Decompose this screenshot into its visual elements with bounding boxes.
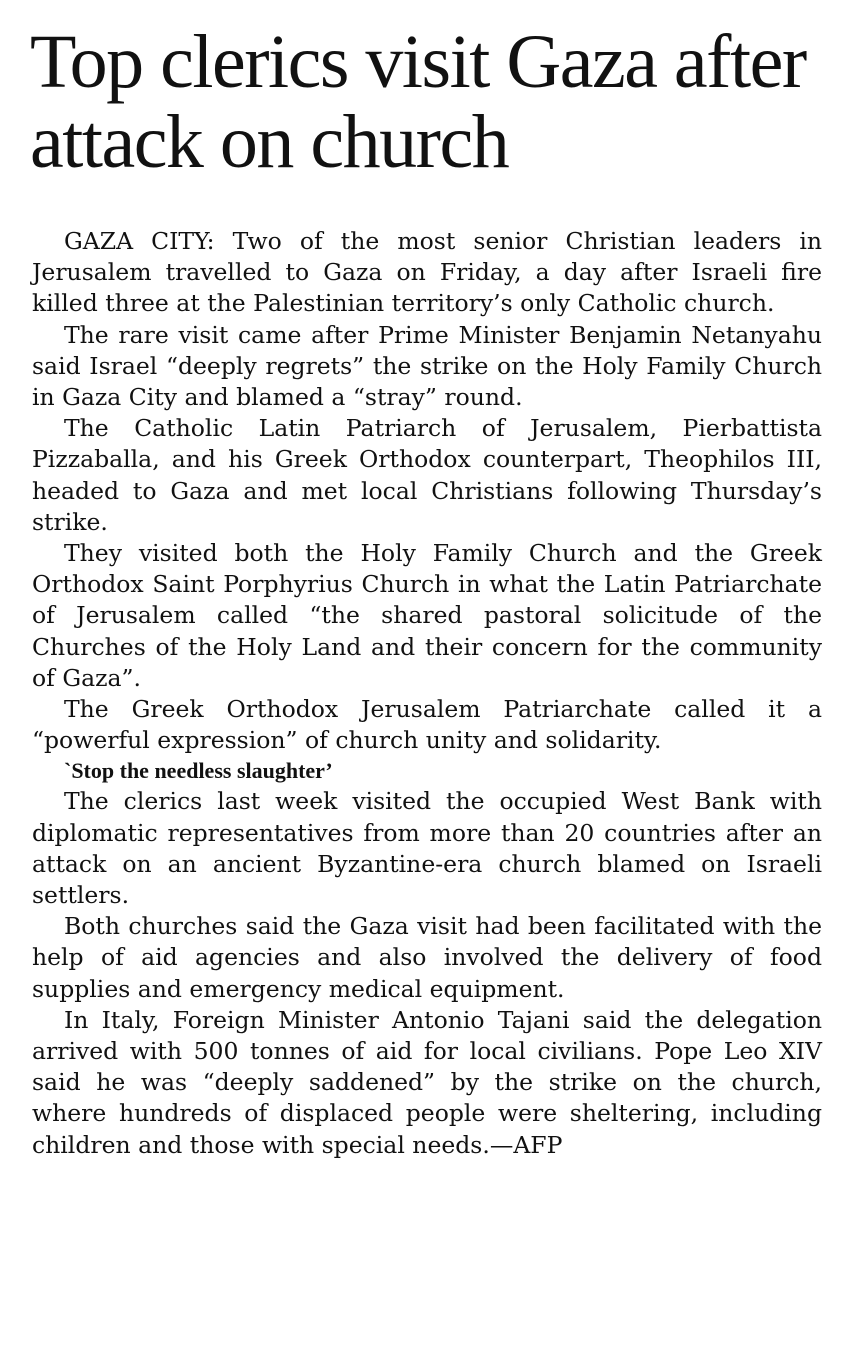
paragraph-1: GAZA CITY: Two of the most senior Christian leaders in Jerusalem travelled to Gaza on Friday, a day after Israeli fire killed three at the Palestinian territory’s only Catholic church. — [32, 227, 822, 318]
paragraph-3: The Catholic Latin Patriarch of Jerusalem, Pierbattista Pizzaballa, and his Greek Orthodox counterpart, Theophilos III, headed to Gaza and met local Christians following Thursday’s strike. — [32, 414, 822, 536]
article-body — [32, 226, 822, 1161]
article-headline: Top clerics visit Gaza after attack on church — [30, 20, 806, 184]
paragraph-5: The Greek Orthodox Jerusalem Patriarchate called it a “powerful expression” of church unity and solidarity. — [32, 695, 822, 755]
paragraph-8: In Italy, Foreign Minister Antonio Tajani said the delegation arrived with 500 tonnes of aid for local civilians. Pope Leo XIV said he was “deeply saddened” by the strike on the church, where hundreds of displaced people were sheltering, including children and those with special needs.—AFP — [32, 1005, 822, 1159]
paragraph-2: The rare visit came after Prime Minister Benjamin Netanyahu said Israel “deeply regrets” the strike on the Holy Family Church in Gaza City and blamed a “stray” round. — [32, 320, 822, 412]
section-subhead: `Stop the needless slaughter’ — [64, 758, 333, 784]
paragraph-4: They visited both the Holy Family Church and the Greek Orthodox Saint Porphyrius Church in what the Latin Patriarchate of Jerusalem called “the shared pastoral solicitude of the Churches of the Holy Land and their concern for the community of Gaza”. — [32, 539, 822, 692]
paragraph-7: Both churches said the Gaza visit had been facilitated with the help of aid agencies and also involved the delivery of food supplies and emergency medical equipment. — [32, 912, 822, 1003]
paragraph-6: The clerics last week visited the occupied West Bank with diplomatic representatives from more than 20 countries after an attack on an ancient Byzantine-era church blamed on Israeli settlers. — [32, 787, 822, 910]
